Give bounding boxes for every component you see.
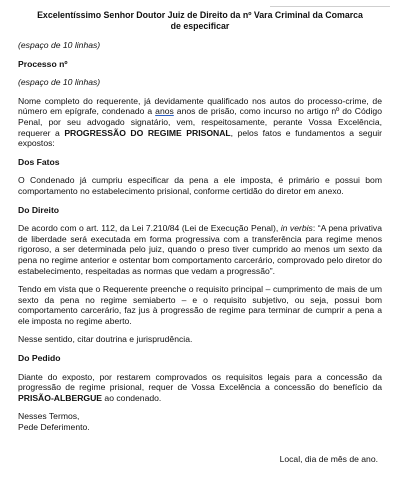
facts-paragraph: O Condenado já cumpriu especificar da pena a ele imposta, é primário e possui bom comportamento no estabelecimento prisional, conforme certidão do diretor em anexo.: [18, 175, 382, 196]
intro-underlined-word: anos: [155, 106, 174, 117]
title-line-2: de especificar: [170, 20, 230, 31]
law-part-1: De acordo com o art. 112, da Lei 7.210/84 (Lei de Execução Penal),: [18, 223, 281, 234]
intro-part-2: anos de prisão, como incurso no artigo nº do Código Penal, por seu advogado signatário, vem, respeitosamente, perante Vossa Excelência, requerer a: [18, 106, 382, 138]
law-italic-in-verbis: in verbis: [280, 223, 313, 234]
document-page: [18, 10, 382, 433]
law-paragraph: [18, 223, 382, 276]
closing-line-2: Pede Deferimento.: [18, 422, 90, 433]
space-note-2: (espaço de 10 linhas): [18, 77, 101, 88]
intro-part-3: , pelos fatos e fundamentos a seguir expostos:: [18, 127, 382, 149]
law-paragraph-2: Tendo em vista que o Requerente preenche o requisito principal – cumprimento de mais de um sexto da pena no regime semiaberto – e o requisito subjetivo, ou seja, possui bom comportamento carcerário, faz jus à progressão de regime para terminar de cumprir a pena a ele imposta no regime aberto.: [18, 284, 382, 326]
space-note-1: (espaço de 10 linhas): [18, 40, 101, 50]
law-part-2: : “A pena privativa de liberdade será executada em forma progressiva com a transferência para regime menos rigoroso, a ser determinada pelo juiz, quando o preso tiver cumprido ao menos um sexto da pena no regime anterior e ostentar bom comportamento carcerário, comprovado pelo diretor do estabelecimento, respeitadas as normas que vedam a progressão”.: [18, 223, 382, 276]
request-bold-benefit: PRISÃO-ALBERGUE: [18, 392, 103, 403]
request-heading: Do Pedido: [18, 353, 61, 364]
law-paragraph-3: Nesse sentido, citar doutrina e jurisprudência.: [18, 334, 193, 345]
top-toolbar-edge: [270, 0, 390, 7]
place-date: Local, dia de mês de ano.: [279, 454, 378, 464]
title-line-1: Excelentíssimo Senhor Doutor Juiz de Direito da nº Vara Criminal da Comarca: [37, 10, 363, 20]
intro-part-1: Nome completo do requerente, já devidamente qualificado nos autos do processo-crime, de número em epígrafe, condenado a: [18, 95, 382, 117]
intro-bold-request: PROGRESSÃO DO REGIME PRISONAL: [64, 127, 231, 138]
closing-line-1: Nesses Termos,: [18, 411, 80, 422]
process-label: Processo nº: [18, 58, 68, 69]
document-title: [18, 10, 382, 31]
request-part-1: Diante do exposto, por restarem comprovados os requisitos legais para a concessão da progressão de regime prisional, requer de Vossa Excelência a concessão do benefício da: [18, 371, 382, 393]
request-paragraph: [18, 372, 382, 404]
facts-heading: Dos Fatos: [18, 156, 60, 167]
request-part-2: ao condenado.: [102, 392, 162, 403]
intro-paragraph: [18, 96, 382, 149]
law-heading: Do Direito: [18, 204, 60, 215]
